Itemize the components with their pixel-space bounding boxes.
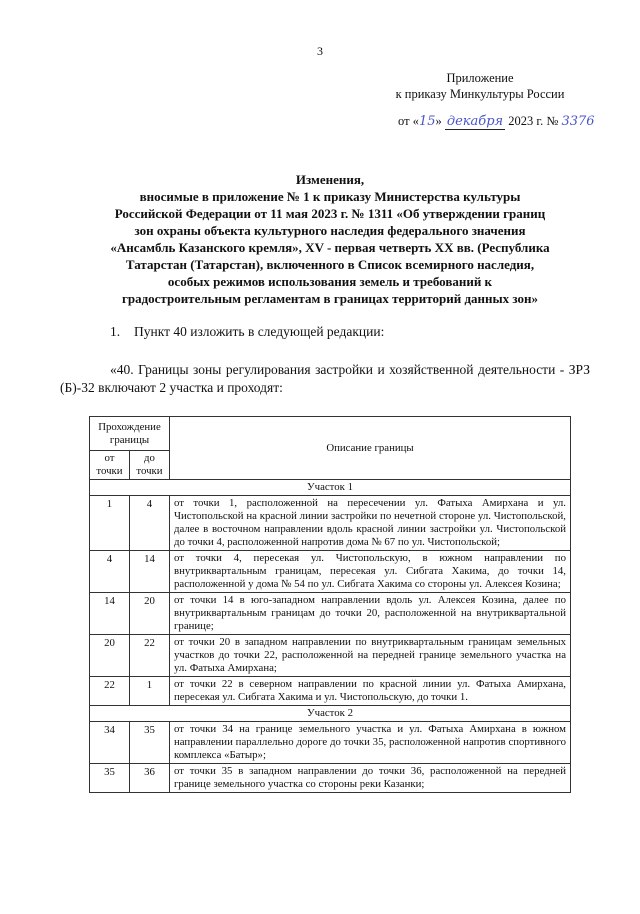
title-line: Российской Федерации от 11 мая 2023 г. № 1311 «Об утверждении границ bbox=[114, 206, 546, 221]
section-title: Участок 1 bbox=[90, 480, 571, 496]
table-row bbox=[90, 551, 571, 593]
boundary-table bbox=[89, 416, 571, 793]
section-title: Участок 2 bbox=[90, 706, 571, 722]
order-sep: » bbox=[435, 114, 445, 128]
document-title bbox=[60, 171, 600, 307]
order-day: 15 bbox=[418, 114, 436, 129]
header-description: Описание границы bbox=[170, 417, 571, 480]
table-row bbox=[90, 677, 571, 706]
title-line: Татарстан (Татарстан), включенного в Список всемирного наследия, bbox=[125, 257, 535, 272]
cell-description: от точки 20 в западном направлении по внутриквартальным границам земельных участков до точки 22, расположенной на передней границе земельного участка на ул. Фатыха Амирхана; bbox=[170, 635, 571, 677]
appendix-line1: Приложение bbox=[446, 71, 514, 85]
cell-to: 22 bbox=[130, 635, 170, 677]
cell-to: 36 bbox=[130, 764, 170, 793]
cell-from: 35 bbox=[90, 764, 130, 793]
cell-from: 14 bbox=[90, 593, 130, 635]
page-number: 3 bbox=[317, 44, 323, 58]
table-row bbox=[90, 722, 571, 764]
item-number: 1. bbox=[110, 324, 121, 339]
cell-description: от точки 34 на границе земельного участка и ул. Фатыха Амирхана в южном направлении параллельно дороге до точки 35, расположенной напротив спортивного комплекса «Батыр»; bbox=[170, 722, 571, 764]
cell-to: 20 bbox=[130, 593, 170, 635]
title-line: «Ансамбль Казанского кремля», XV - первая четверть XX вв. (Республика bbox=[110, 240, 550, 255]
item-text: Пункт 40 изложить в следующей редакции: bbox=[134, 324, 385, 339]
title-line: градостроительным регламентам в границах территорий данных зон» bbox=[121, 291, 539, 306]
table-row bbox=[90, 764, 571, 793]
order-prefix: от « bbox=[398, 114, 419, 128]
appendix-block bbox=[360, 70, 600, 102]
cell-to: 4 bbox=[130, 496, 170, 551]
order-number: 3376 bbox=[561, 114, 595, 129]
cell-from: 20 bbox=[90, 635, 130, 677]
table-row bbox=[90, 635, 571, 677]
order-month: декабря bbox=[446, 114, 504, 129]
cell-to: 35 bbox=[130, 722, 170, 764]
cell-from: 22 bbox=[90, 677, 130, 706]
title-line: вносимые в приложение № 1 к приказу Министерства культуры bbox=[139, 189, 521, 204]
cell-description: от точки 22 в северном направлении по красной линии ул. Фатыха Амирхана, пересекая ул. Сибгата Хакима и ул. Чистопольскую, до точки 1. bbox=[170, 677, 571, 706]
cell-description: от точки 1, расположенной на пересечении ул. Фатыха Амирхана и ул. Чистопольской на красной линии застройки по нечетной стороне ул. Чистопольской, далее в восточном направлении вдоль красной линии застройки ул. Чистопольской до точки 4, расположенной напротив дома № 67 по ул. Чистопольской; bbox=[170, 496, 571, 551]
title-line: Изменения, bbox=[295, 172, 365, 187]
list-item bbox=[110, 324, 384, 340]
cell-from: 34 bbox=[90, 722, 130, 764]
header-passage: Прохождение границы bbox=[90, 417, 170, 451]
cell-description: от точки 4, пересекая ул. Чистопольскую, в южном направлении по внутриквартальным границам, пересекая ул. Сибгата Хакима, до точки 14, расположенной у дома № 54 по ул. Сибгата Хакима со стороны ул. Алексея Козина; bbox=[170, 551, 571, 593]
table-row bbox=[90, 593, 571, 635]
paragraph: «40. Границы зоны регулирования застройки и хозяйственной деятельности - ЗРЗ (Б)-32 включают 2 участка и проходят: bbox=[60, 362, 590, 395]
table-row bbox=[90, 496, 571, 551]
order-year: 2023 г. № bbox=[505, 114, 562, 128]
title-line: особых режимов использования земель и требований к bbox=[167, 274, 493, 289]
cell-from: 1 bbox=[90, 496, 130, 551]
appendix-line2: к приказу Минкультуры России bbox=[395, 87, 565, 101]
title-line: зон охраны объекта культурного наследия федерального значения bbox=[134, 223, 526, 238]
cell-from: 4 bbox=[90, 551, 130, 593]
cell-description: от точки 14 в юго-западном направлении вдоль ул. Алексея Козина, далее по внутриквартальным границам до точки 20, расположенной на внутриквартальной границе; bbox=[170, 593, 571, 635]
cell-to: 14 bbox=[130, 551, 170, 593]
cell-description: от точки 35 в западном направлении до точки 36, расположенной на передней границе земельного участка со стороны реки Казанки; bbox=[170, 764, 571, 793]
cell-to: 1 bbox=[130, 677, 170, 706]
order-line bbox=[398, 114, 608, 129]
header-from: от точки bbox=[90, 451, 130, 480]
header-to: до точки bbox=[130, 451, 170, 480]
